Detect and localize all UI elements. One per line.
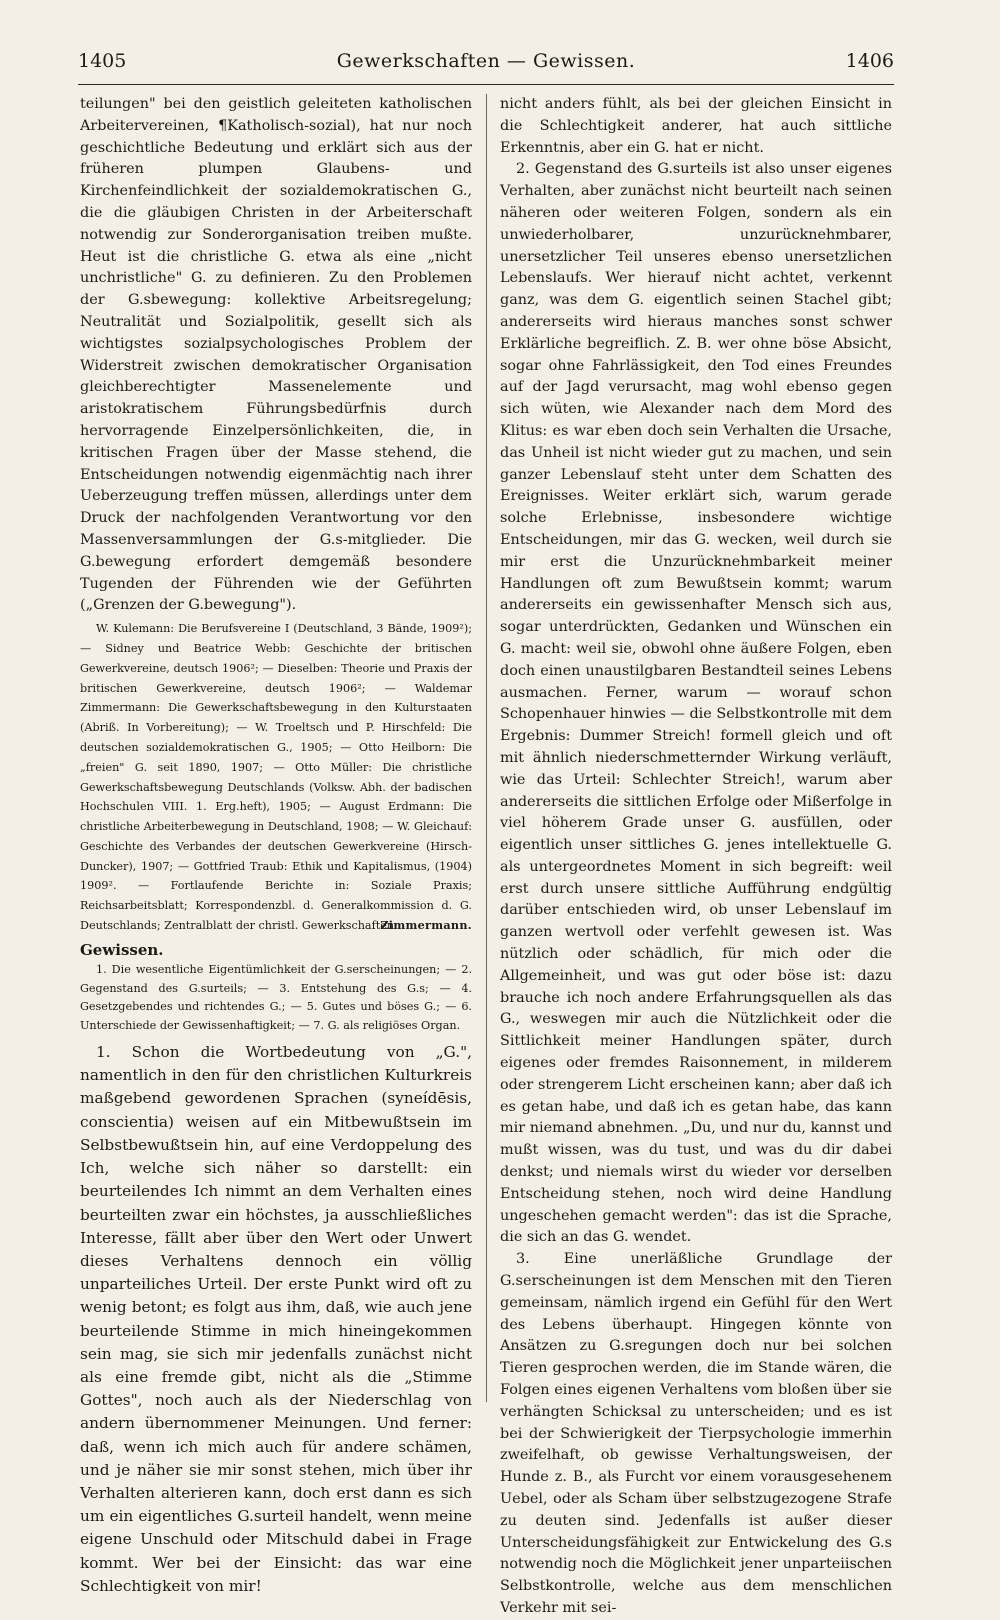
page-header <box>78 50 894 80</box>
section-3-paragraph: 3. Eine unerläßliche Grundlage der G.serscheinungen ist dem Menschen mit den Tieren gemeinsam, nämlich irgend ein Gefühl für den Wert des Lebens überhaupt. Hingegen könnte von Ansätzen zu G.sregungen doch nur bei solchen Tieren gesprochen werden, die im Stande wären, die Folgen eines eigenen Verhaltens vom bloßen über sie verhängten Schicksal zu unterscheiden; und es ist bei der Schwierigkeit der Tierpsychologie immerhin zweifelhaft, ob gewisse Verhaltungsweisen, der Hunde z. B., als Furcht vor einem vorausgesehenem Uebel, oder als Scham über selbstzugezogene Strafe zu deuten sind. Jedenfalls ist außer dieser Unterscheidungsfähigkeit zur Entwickelung des G.s notwendig noch die Möglichkeit jener unparteiischen Selbstkontrolle, welche aus dem menschlichen Verkehr mit sei- <box>500 1251 892 1616</box>
running-title: Gewerkschaften — Gewissen. <box>336 50 636 72</box>
right-page-number: 1406 <box>845 50 894 72</box>
continuation-paragraph: nicht anders fühlt, als bei der gleichen Einsicht in die Schlechtigkeit anderer, hat auch sittliche Erkenntnis, aber ein G. hat er nicht. <box>500 96 892 156</box>
section-1-paragraph: 1. Schon die Wortbedeutung von „G.", namentlich in den für den christlichen Kulturkreis maßgebend gewordenen Sprachen (syneídēsis, conscientia) weisen auf ein Mitbewußtsein im Selbstbewußtsein hin, auf eine Verdoppelung des Ich, welche sich näher so darstellt: ein beurteilendes Ich nimmt an dem Verhalten eines beurteilten zwar ein höchstes, ja ausschließliches Interesse, fällt aber über den Wert oder Unwert dieses Verhaltens dennoch ein völlig unparteiliches Urteil. Der erste Punkt wird oft zu wenig betont; es folgt aus ihm, daß, wie auch jene beurteilende Stimme in mich hineingekommen sein mag, sie sich mir jedenfalls zunächst nicht als eine fremde gibt, nicht als die „Stimme Gottes", noch auch als der Niederschlag von andern übernommener Meinungen. Und ferner: daß, wenn ich mich auch für andere schämen, und je näher sie mir sonst stehen, mich über ihr Verhalten alterieren kann, doch erst dann es sich um ein eigentliches G.surteil handelt, wenn meine eigene Unschuld oder Mitschuld dabei in Frage kommt. Wer bei der Einsicht: das war eine Schlechtigkeit von mir! <box>80 1043 472 1595</box>
left-page-number: 1405 <box>78 50 127 72</box>
bibliography-references: W. Kulemann: Die Berufsvereine I (Deutschland, 3 Bände, 1909²); — Sidney und Beatrice Webb: Geschichte der britischen Gewerkvereine, deutsch 1906²; — Dieselben: Theorie und Praxis der britischen Gewerkvereine, deutsch 1906²; — Waldemar Zimmermann: Die Gewerkschaftsbewegung in den Kulturstaaten (Abriß. In Vorbereitung); — W. Troeltsch und P. Hirschfeld: Die deutschen sozialdemokratischen G., 1905; — Otto Heilborn: Die „freien" G. seit 1890, 1907; — Otto Müller: Die christliche Gewerkschaftsbewegung Deutschlands (Volksw. Abh. der badischen Hochschulen VIII. 1. Erg.heft), 1905; — August Erdmann: Die christliche Arbeiterbewegung in Deutschland, 1908; — W. Gleichauf: Geschichte des Verbandes der deutschen Gewerkvereine (Hirsch-Duncker), 1907; — Gottfried Traub: Ethik und Kapitalismus, (1904) 1909². — Fortlaufende Berichte in: Soziale Praxis; Reichsarbeitsblatt; Korrespondenzbl. d. Generalkommission d. G. Deutschlands; Zentralblatt der christl. Gewerkschaften. <box>80 622 472 933</box>
gewerkschaften-paragraph: teilungen" bei den geistlich geleiteten katholischen Arbeitervereinen, ¶Katholisch-sozial), hat nur noch geschichtliche Bedeutung und erklärt sich aus der früheren plumpen Glaubens- und Kirchenfeindlichkeit der sozialdemokratischen G., die die gläubigen Christen in der Arbeiterschaft notwendig zur Sonderorganisation treiben mußte. Heut ist die christliche G. etwa als eine „nicht unchristliche" G. zu definieren. Zu den Problemen der G.sbewegung: kollektive Arbeitsregelung; Neutralität und Sozialpolitik, gesellt sich als wichtigstes sozialpsychologisches Problem der Widerstreit zwischen demokratischer Organisation gleichberechtigter Massenelemente und aristokratischem Führungsbedürfnis durch hervorragende Einzelpersönlichkeiten, die, in kritischen Fragen über der Masse stehend, die Entscheidungen notwendig eigenmächtig nach ihrer Ueberzeugung treffen müssen, allerdings unter dem Druck der nachfolgenden Verantwortung vor den Massenversammlungen der G.s-mitglieder. Die G.bewegung erfordert demgemäß besondere Tugenden der Führenden wie der Geführten („Grenzen der G.bewegung"). <box>80 96 472 614</box>
header-rule <box>78 84 894 85</box>
author-signature: Zimmermann. <box>380 918 472 933</box>
left-column <box>80 94 472 1595</box>
section-2-paragraph: 2. Gegenstand des G.surteils ist also unser eigenes Verhalten, aber zunächst nicht beurteilt nach seinen näheren oder weiteren Folgen, sondern als ein unwiederholbarer, unzurücknehmbarer, unersetzlicher Teil unseres ebenso unersetzlichen Lebenslaufs. Wer hierauf nicht achtet, verkennt ganz, was dem G. eigentlich seinen Stachel gibt; andererseits wird hieraus manches sonst schwer Erklärliche begreiflich. Z. B. wer ohne böse Absicht, sogar ohne Fahrlässigkeit, den Tod eines Freundes auf der Jagd verursacht, mag wohl ebenso gegen sich wüten, wie Alexander nach dem Mord des Klitus: es war eben doch sein Verhalten die Ursache, das Unheil ist nicht wieder gut zu machen, und sein ganzer Lebenslauf steht unter dem Schatten des Ereignisses. Weiter erklärt sich, warum gerade solche Erlebnisse, insbesondere wichtige Entscheidungen, mir das G. wecken, weil durch sie mir erst die Unzurücknehmbarkeit meiner Handlungen oft zum Bewußtsein kommt; warum andererseits ein gewissenhafter Mensch sich aus, sogar unterdrückten, Gedanken und Wünschen ein G. macht: weil sie, obwohl ohne äußere Folgen, eben doch einen unaustilgbaren Bestandteil seines Lebens ausmachen. Ferner, warum — worauf schon Schopenhauer hinwies — die Selbstkontrolle mit dem Ergebnis: Dummer Streich! formell gleich und oft mit ähnlich niederschmetternder Wirkung verläuft, wie das Urteil: Schlechter Streich!, warum aber andererseits die sittlichen Erfolge oder Mißerfolge in viel höherem Grade unser G. ausfüllen, oder eigentlich unser sittliches G. jenes intellektuelle G. als untergeordnetes Moment in sich begreift: weil erst durch unsere sittliche Aufführung endgültig darüber entschieden wird, ob unser Lebenslauf im ganzen wertvoll oder verfehlt gewesen ist. Was nützlich oder schädlich, für mich oder die Allgemeinheit, und was gut oder böse ist: dazu brauche ich noch andere Erfahrungsquellen als das G., weswegen mir auch die Nützlichkeit oder die Sittlichkeit meiner Handlungen später, durch eigenes oder fremdes Raisonnement, in milderem oder strengerem Licht erscheinen kann; aber daß ich es getan habe, und daß ich es getan habe, das kann mir niemand abnehmen. „Du, und nur du, kannst und mußt wissen, was du tust, und was du dir dabei denkst; und niemals wirst du wieder vor derselben Entscheidung stehen, noch wird deine Handlung ungeschehen gemacht werden": das ist die Sprache, die sich an das G. wendet. <box>500 161 892 1246</box>
article-heading: Gewissen. <box>80 941 164 960</box>
article-outline: 1. Die wesentliche Eigentümlichkeit der G.serscheinungen; — 2. Gegenstand des G.surteils; — 3. Entstehung des G.s; — 4. Gesetzgebendes und richtendes G.; — 5. Gutes und böses G.; — 6. Unterschiede der Gewissenhaftigkeit; — 7. G. als religiöses Organ. <box>80 963 472 1032</box>
column-divider <box>486 94 487 1402</box>
right-column <box>500 94 892 1616</box>
